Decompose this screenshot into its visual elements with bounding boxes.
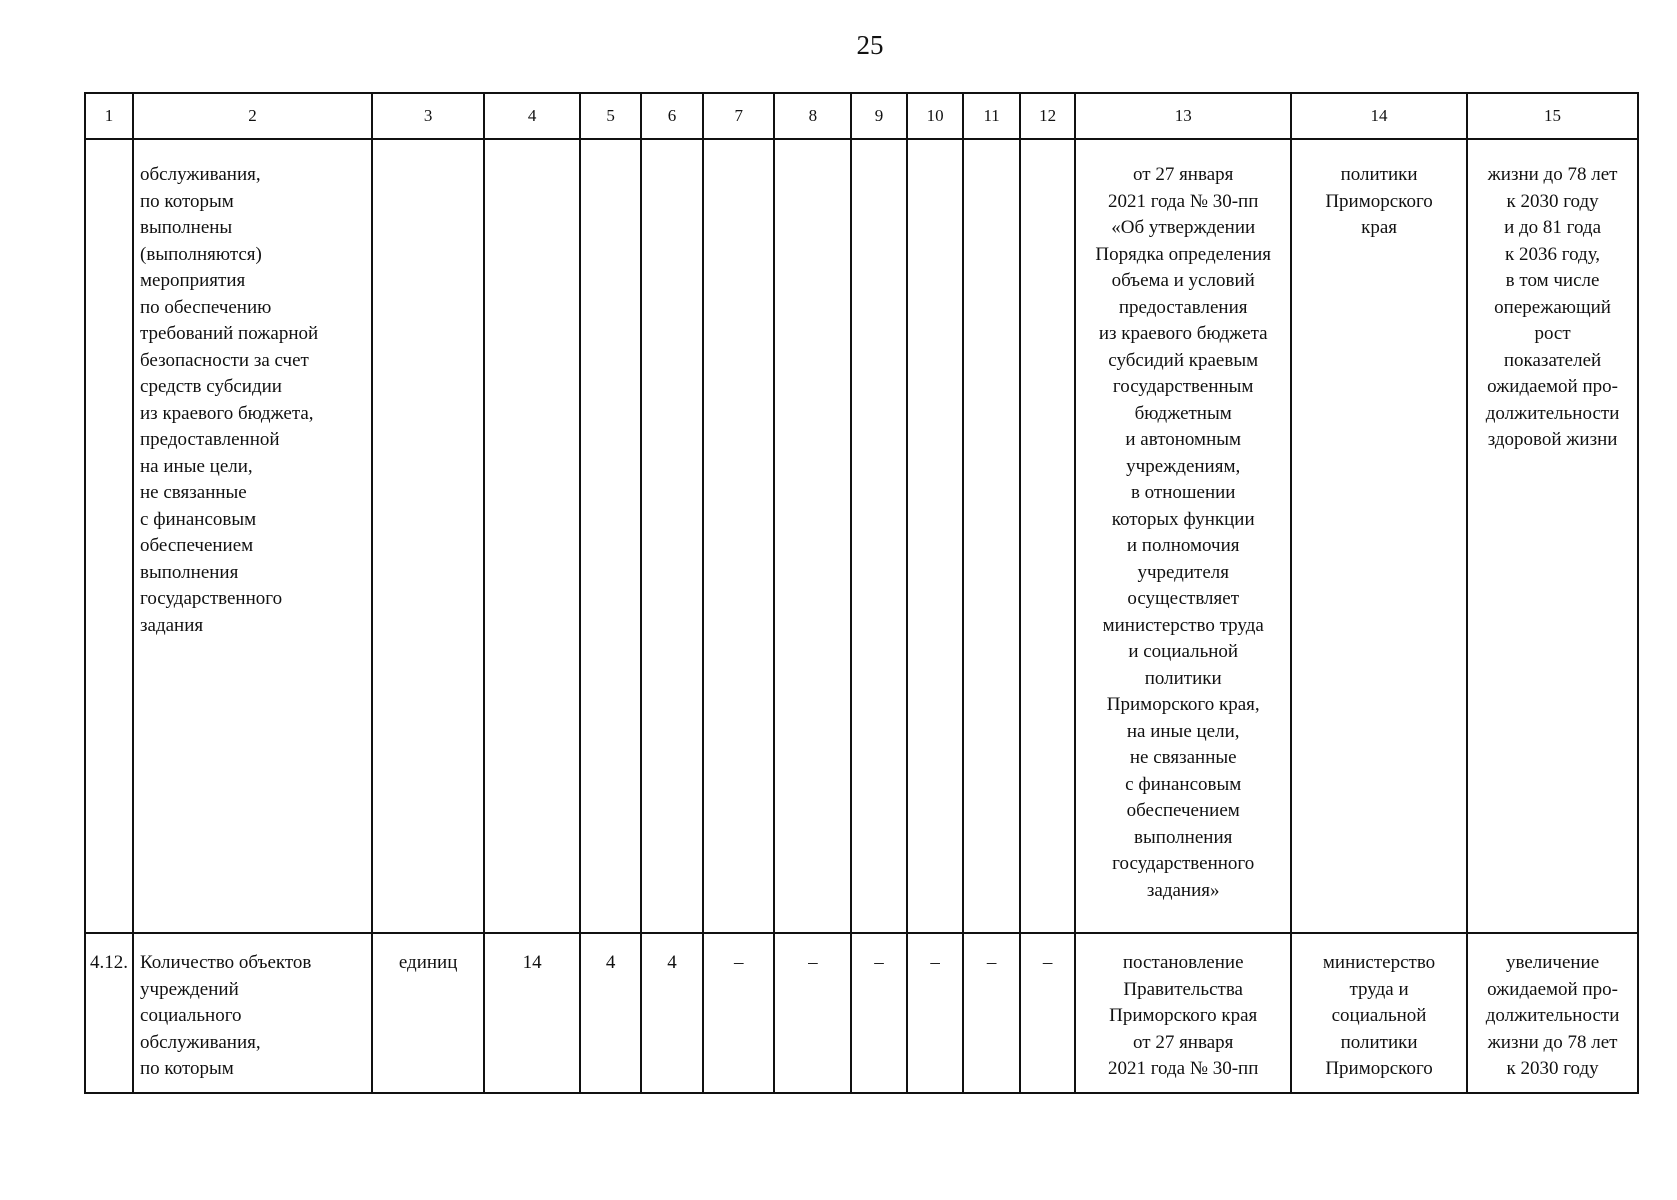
column-header: 6 — [641, 93, 703, 139]
column-header: 13 — [1075, 93, 1291, 139]
column-header: 1 — [85, 93, 133, 139]
value-cell — [907, 139, 964, 933]
column-header: 3 — [372, 93, 484, 139]
unit-cell — [372, 139, 484, 933]
value-cell: – — [907, 933, 964, 1093]
column-header: 11 — [963, 93, 1020, 139]
value-cell — [580, 139, 641, 933]
table-header-row — [85, 93, 1638, 139]
column-header: 12 — [1020, 93, 1076, 139]
value-cell — [1020, 139, 1076, 933]
legal-basis-cell: постановление Правительства Приморского края от 27 января 2021 года № 30-пп — [1075, 933, 1291, 1093]
column-header: 9 — [851, 93, 907, 139]
value-cell — [963, 139, 1020, 933]
column-header: 2 — [133, 93, 372, 139]
indicator-name-cell: обслуживания, по которым выполнены (выполняются) мероприятия по обеспечению требований пожарной безопасности за счет средств субсидии из краевого бюджета, предоставленной на иные цели, не связанные с финансовым обеспечением выполнения государственного задания — [133, 139, 372, 933]
value-cell — [851, 139, 907, 933]
column-header: 10 — [907, 93, 964, 139]
value-cell: – — [851, 933, 907, 1093]
value-cell — [703, 139, 775, 933]
data-table — [84, 92, 1639, 1094]
table-row — [85, 139, 1638, 933]
column-header: 15 — [1467, 93, 1638, 139]
column-header: 7 — [703, 93, 775, 139]
page-number: 25 — [856, 30, 884, 60]
value-cell — [641, 139, 703, 933]
unit-cell: единиц — [372, 933, 484, 1093]
indicator-name-cell: Количество объектов учреждений социального обслуживания, по которым — [133, 933, 372, 1093]
value-cell: 4 — [580, 933, 641, 1093]
value-cell: – — [963, 933, 1020, 1093]
row-number-cell: 4.12. — [85, 933, 133, 1093]
column-header: 4 — [484, 93, 580, 139]
goal-cell: увеличение ожидаемой про- должительности жизни до 78 лет к 2030 году — [1467, 933, 1638, 1093]
value-cell: 14 — [484, 933, 580, 1093]
column-header: 14 — [1291, 93, 1467, 139]
legal-basis-cell: от 27 января 2021 года № 30-пп «Об утверждении Порядка определения объема и условий предоставления из краевого бюджета субсидий краевым государственным бюджетным и автономным учреждениям, в отношении которых функции и полномочия учредителя осуществляет министерство труда и социальной политики Приморского края, на иные цели, не связанные с финансовым обеспечением выполнения государственного задания» — [1075, 139, 1291, 933]
value-cell: – — [703, 933, 775, 1093]
value-cell: 4 — [641, 933, 703, 1093]
value-cell — [484, 139, 580, 933]
value-cell: – — [1020, 933, 1076, 1093]
table-row — [85, 933, 1638, 1093]
column-header: 5 — [580, 93, 641, 139]
value-cell: – — [774, 933, 851, 1093]
row-number-cell — [85, 139, 133, 933]
goal-cell: жизни до 78 лет к 2030 году и до 81 года к 2036 году, в том числе опережающий рост показателей ожидаемой про- должительности здоровой жизни — [1467, 139, 1638, 933]
value-cell — [774, 139, 851, 933]
responsible-cell: министерство труда и социальной политики Приморского — [1291, 933, 1467, 1093]
responsible-cell: политики Приморского края — [1291, 139, 1467, 933]
column-header: 8 — [774, 93, 851, 139]
